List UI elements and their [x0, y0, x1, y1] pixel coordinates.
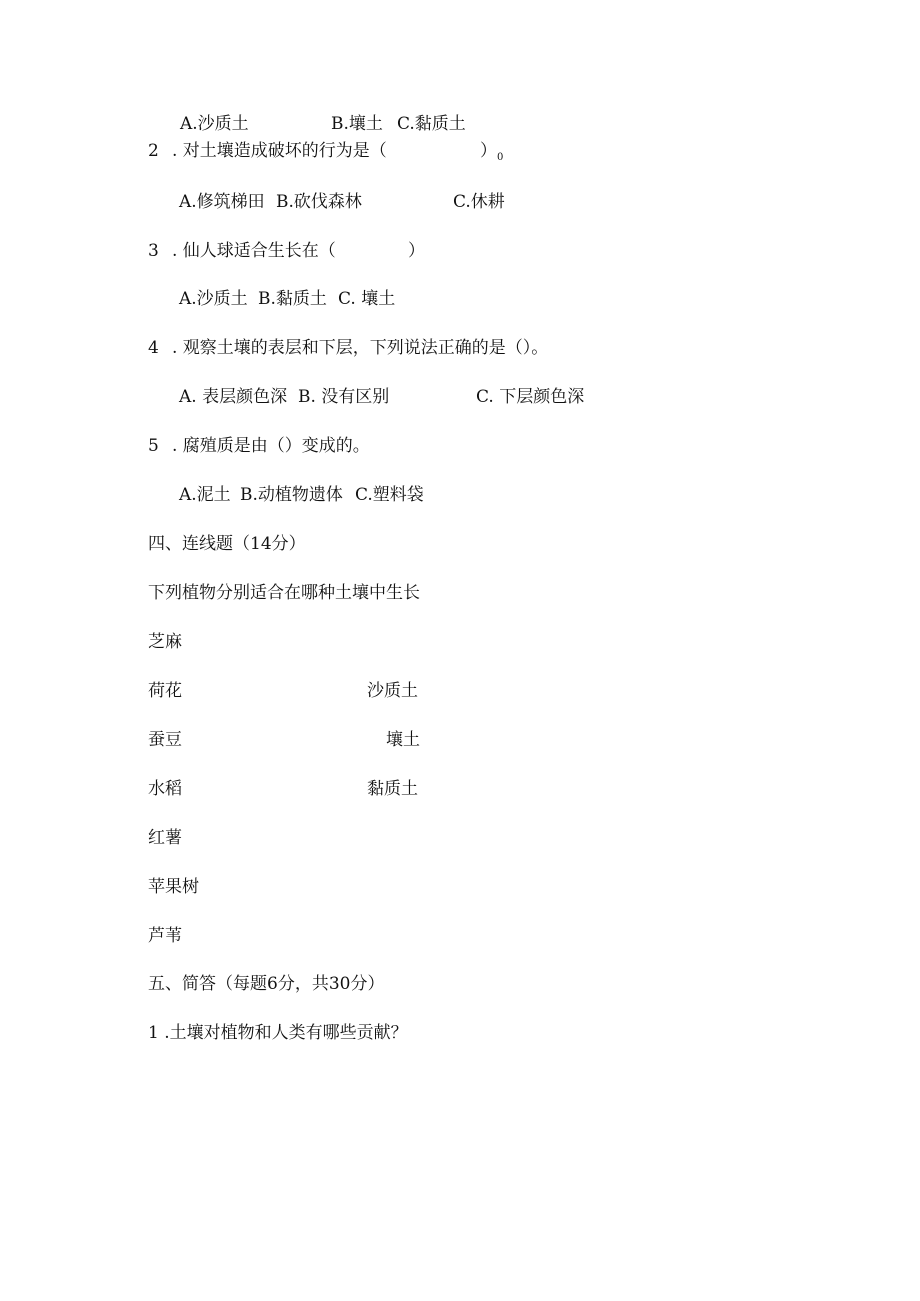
q1-option-c: C.黏质土 — [397, 114, 466, 134]
plant-item: 红薯 — [148, 828, 182, 848]
plant-item: 芝麻 — [148, 632, 182, 652]
q5-option-b: B.动植物遗体 — [240, 485, 343, 505]
q3-text: . 仙人球适合生长在（ — [172, 241, 336, 261]
plant-item: 苹果树 — [148, 877, 199, 897]
q2-option-b: B.砍伐森林 — [276, 192, 362, 212]
q5-stem — [148, 435, 370, 457]
q4-option-a: A. 表层颜色深 — [179, 387, 288, 407]
q3-close-paren — [408, 240, 425, 262]
q2-stem — [148, 140, 387, 162]
q5-option-a: A.泥土 — [179, 485, 231, 505]
plant-item: 蚕豆 — [148, 730, 182, 750]
q3-option-b: B.黏质土 — [258, 289, 327, 309]
q2-suffix: 0 — [497, 152, 504, 163]
q3-option-c: C. 壤土 — [338, 289, 396, 309]
q4-option-c: C. 下层颜色深 — [476, 387, 585, 407]
section4-heading: 四、连线题（14分） — [148, 534, 306, 554]
q2-option-c: C.休耕 — [453, 192, 505, 212]
section4-instruction: 下列植物分别适合在哪种土壤中生长 — [148, 583, 420, 603]
q4-stem — [148, 337, 548, 359]
q2-text: . 对土壤造成破坏的行为是（ — [172, 141, 387, 161]
q4-number: 4 — [148, 338, 159, 358]
q5-number: 5 — [148, 436, 159, 456]
q1-option-b: B.壤土 — [331, 114, 383, 134]
q2-option-a: A.修筑梯田 — [179, 192, 265, 212]
q2-number: 2 — [148, 141, 159, 161]
q3-stem — [148, 240, 336, 262]
soil-item: 沙质土 — [367, 681, 418, 701]
plant-item: 荷花 — [148, 681, 182, 701]
section5-heading: 五、简答（每题6分，共30分） — [148, 974, 385, 994]
section5-question-1: 1 .土壤对植物和人类有哪些贡献？ — [148, 1023, 408, 1043]
q5-option-c: C.塑料袋 — [355, 485, 424, 505]
q4-option-b: B. 没有区别 — [298, 387, 390, 407]
plant-item: 水稻 — [148, 779, 182, 799]
soil-item: 壤土 — [386, 730, 420, 750]
plant-item: 芦苇 — [148, 926, 182, 946]
q2-close-paren — [480, 140, 503, 169]
q3-option-a: A.沙质土 — [179, 289, 248, 309]
q3-close: ） — [408, 241, 425, 261]
q2-close: ） — [480, 141, 497, 161]
soil-item: 黏质土 — [367, 779, 418, 799]
q5-text: . 腐殖质是由（）变成的。 — [172, 436, 370, 456]
q3-number: 3 — [148, 241, 159, 261]
q1-option-a: A.沙质土 — [180, 114, 249, 134]
q4-text: . 观察土壤的表层和下层，下列说法正确的是（）。 — [172, 338, 549, 358]
